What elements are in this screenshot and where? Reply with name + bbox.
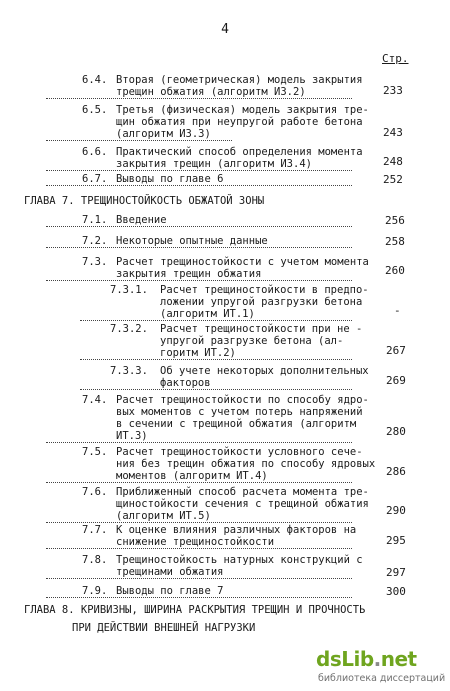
entry-title-line: факторов xyxy=(80,377,352,390)
entry-page: 267 xyxy=(386,344,406,357)
toc-entry xyxy=(46,235,352,248)
entry-number: 7.4. xyxy=(82,394,108,406)
entry-title-line: (алгоритм ИТ.1) xyxy=(80,308,352,321)
entry-title-line: Приближенный способ расчета момента тре- xyxy=(116,486,369,498)
toc-entry xyxy=(46,486,369,523)
entry-page: 269 xyxy=(386,374,406,387)
entry-number: 6.6. xyxy=(82,146,108,158)
toc-entry xyxy=(80,323,363,360)
dslib-subtitle: библиотека диссертаций xyxy=(318,673,446,684)
entry-title-line: Трещиностойкость натурных конструкций с xyxy=(116,554,363,566)
entry-title-line: горитм ИТ.2) xyxy=(80,347,352,360)
entry-page: 300 xyxy=(386,585,406,598)
entry-title-line: Практический способ определения момента xyxy=(116,146,363,158)
toc-entry xyxy=(46,585,352,598)
chapter-heading-line: ГЛАВА 8. КРИВИЗНЫ, ШИРИНА РАСКРЫТИЯ ТРЕЩИН И ПРОЧНОСТЬ xyxy=(24,604,366,616)
entry-title-line: Введение xyxy=(46,214,352,227)
entry-title-line: закрытия трещин обжатия xyxy=(46,268,352,281)
entry-title-line: щиностойкости сечения с трещиной обжатия xyxy=(116,498,369,510)
entry-title-line: в сечении с трещиной обжатия (алгоритм xyxy=(116,418,357,430)
chapter-heading xyxy=(24,603,365,635)
entry-title-line: (алгоритм ИТ.5) xyxy=(46,510,352,523)
entry-number: 7.2. xyxy=(82,235,108,247)
entry-title-line: Вторая (геометрическая) модель закрытия xyxy=(116,74,363,86)
entry-number: 6.5. xyxy=(82,104,108,116)
entry-number: 6.7. xyxy=(82,173,108,185)
entry-number: 7.3.3. xyxy=(110,365,148,377)
dslib-logo xyxy=(316,647,417,671)
entry-title-line: К оценке влияния различных факторов на xyxy=(116,524,357,536)
chapter-heading-line: ГЛАВА 7. ТРЕЩИНОСТОЙКОСТЬ ОБЖАТОЙ ЗОНЫ xyxy=(24,195,265,207)
entry-title-line: Выводы по главе 6 xyxy=(46,173,352,186)
entry-title-line: (алгоритм ИЗ.3) xyxy=(46,128,232,141)
entry-page: 256 xyxy=(385,214,405,227)
entry-page: 248 xyxy=(383,155,403,168)
entry-title-line: Некоторые опытные данные xyxy=(46,235,352,248)
entry-number: 7.9. xyxy=(82,585,108,597)
entry-number: 7.7. xyxy=(82,524,108,536)
entry-page: 297 xyxy=(386,566,406,579)
entry-page: 258 xyxy=(385,235,405,248)
entry-title-line: Третья (физическая) модель закрытия тре- xyxy=(116,104,369,116)
entry-number: 6.4. xyxy=(82,74,108,86)
entry-title-line: Расчет трещиностойкости с учетом момента xyxy=(116,256,369,268)
page-column-header: Стр. xyxy=(382,52,409,65)
entry-title-line: Расчет трещиностойкости при не - xyxy=(160,323,363,335)
toc-entry xyxy=(80,284,369,321)
entry-page: 233 xyxy=(383,84,403,97)
dslib-logo-left: dsLib xyxy=(316,647,374,671)
entry-page: 290 xyxy=(386,504,406,517)
entry-number: 7.1. xyxy=(82,214,108,226)
toc-entry xyxy=(46,74,363,99)
entry-page: 252 xyxy=(383,173,403,186)
entry-number: 7.8. xyxy=(82,554,108,566)
entry-title-line: трещин обжатия (алгоритм ИЗ.2) xyxy=(46,86,352,99)
entry-title-line: Выводы по главе 7 xyxy=(46,585,352,598)
entry-title-line: ложении упругой разгрузки бетона xyxy=(160,296,363,308)
toc-entry xyxy=(46,214,352,227)
entry-title-line: упругой разгрузке бетона (ал- xyxy=(160,335,344,347)
entry-title-line: ИТ.3) xyxy=(46,430,352,443)
chapter-heading-line: ПРИ ДЕЙСТВИИ ВНЕШНЕЙ НАГРУЗКИ xyxy=(72,622,256,634)
toc-entry xyxy=(80,365,369,390)
entry-number: 7.3.2. xyxy=(110,323,148,335)
entry-number: 7.6. xyxy=(82,486,108,498)
toc-entry xyxy=(46,146,363,171)
entry-title-line: Расчет трещиностойкости по способу ядро- xyxy=(116,394,369,406)
entry-page: - xyxy=(394,304,401,317)
entry-title-line: закрытия трещин (алгоритм ИЗ.4) xyxy=(46,158,352,171)
entry-page: 260 xyxy=(385,264,405,277)
toc-entry xyxy=(46,173,352,186)
entry-number: 7.3.1. xyxy=(110,284,148,296)
entry-page: 295 xyxy=(386,534,406,547)
entry-title-line: снижение трещиностойкости xyxy=(46,536,352,549)
toc-entry xyxy=(46,446,376,483)
entry-title-line: Расчет трещиностойкости в предпо- xyxy=(160,284,369,296)
entry-title-line: моментов (алгоритм ИТ.4) xyxy=(46,470,352,483)
toc-entry xyxy=(46,524,357,549)
entry-page: 280 xyxy=(386,425,406,438)
entry-title-line: вых моментов с учетом потерь напряжений xyxy=(116,406,363,418)
entry-number: 7.5. xyxy=(82,446,108,458)
entry-title-line: трещинами обжатия xyxy=(46,566,352,579)
dslib-logo-right: net xyxy=(380,647,417,671)
entry-title-line: Об учете некоторых дополнительных xyxy=(160,365,369,377)
page-number: 4 xyxy=(221,22,229,37)
dslib-logo-dot: . xyxy=(373,647,381,671)
entry-page: 243 xyxy=(383,126,403,139)
entry-title-line: щин обжатия при неупругой работе бетона xyxy=(116,116,363,128)
entry-page: 286 xyxy=(386,465,406,478)
chapter-heading xyxy=(24,194,264,208)
toc-entry xyxy=(46,394,369,443)
dslib-watermark xyxy=(316,647,444,687)
toc-entry xyxy=(46,256,369,281)
entry-number: 7.3. xyxy=(82,256,108,268)
entry-title-line: ния без трещин обжатия по способу ядровых xyxy=(116,458,376,470)
toc-entry xyxy=(46,104,369,141)
toc-entry xyxy=(46,554,363,579)
entry-title-line: Расчет трещиностойкости условного сече- xyxy=(116,446,363,458)
